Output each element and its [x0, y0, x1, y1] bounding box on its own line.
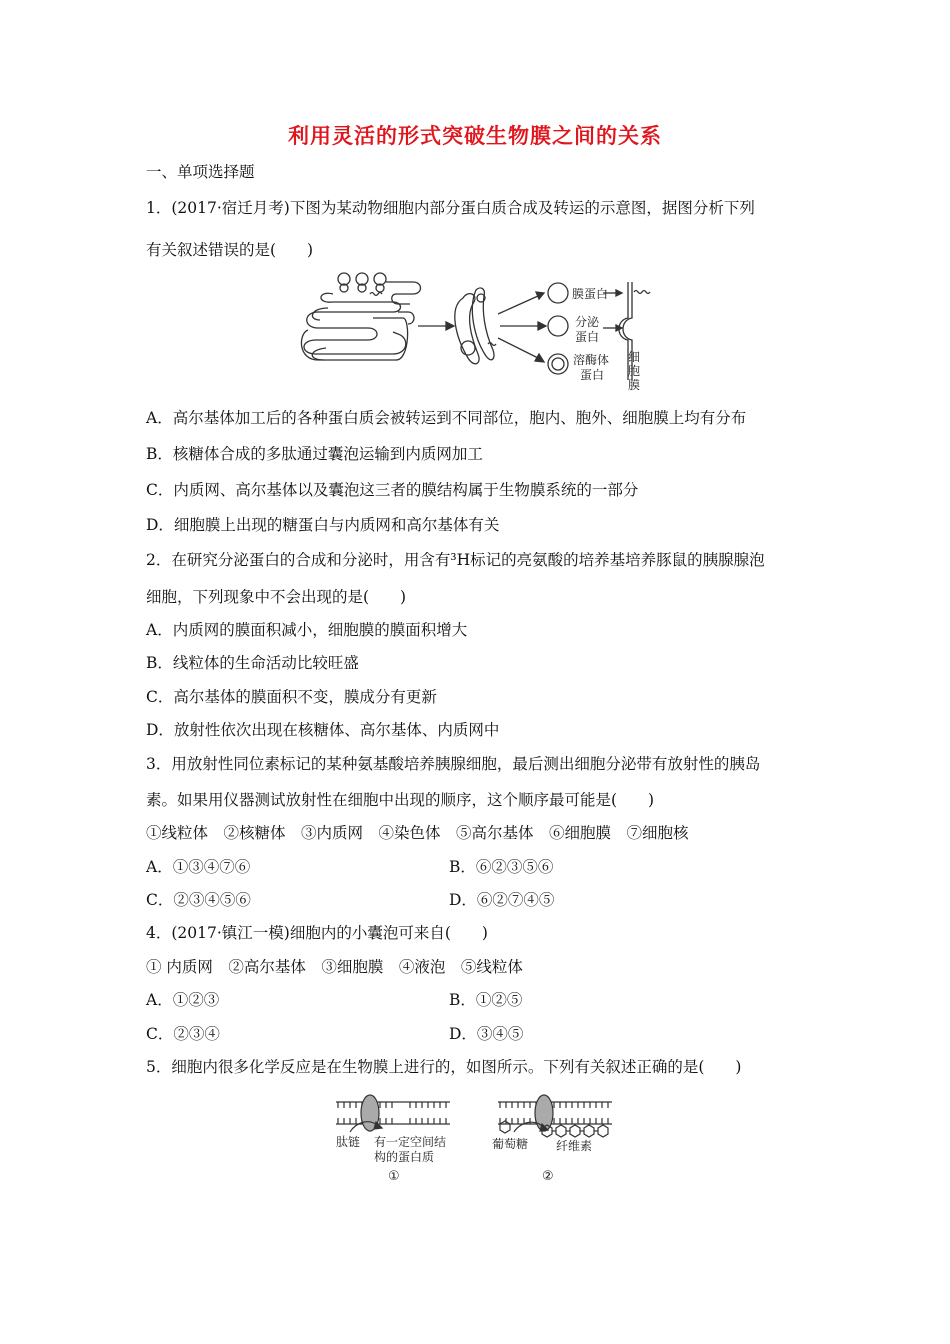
q4-items: ① 内质网 ②高尔基体 ③细胞膜 ④液泡 ⑤线粒体	[146, 958, 523, 976]
q1-option-d: D．细胞膜上出现的糖蛋白与内质网和高尔基体有关	[146, 516, 500, 534]
label-lysosome-1: 溶酶体	[573, 353, 610, 367]
fig2-left-label: 葡萄糖	[492, 1137, 529, 1151]
q1-protein-transport-figure	[298, 268, 660, 396]
fig1-left-label: 肽链	[336, 1135, 361, 1149]
q2-stem-line1: 2．在研究分泌蛋白的合成和分泌时，用含有³H标记的亮氨酸的培养基培养豚鼠的胰腺腺泡	[146, 551, 765, 569]
q2-stem-line2: 细胞，下列现象中不会出现的是( )	[146, 588, 407, 606]
section-heading: 一、单项选择题	[146, 163, 255, 181]
q3-stem-line2: 素。如果用仪器测试放射性在细胞中出现的顺序，这个顺序最可能是( )	[146, 791, 655, 809]
label-secreted-1: 分泌	[575, 315, 600, 329]
label-membrane-protein: 膜蛋白	[572, 287, 609, 301]
page-title: 利用灵活的形式突破生物膜之间的关系	[288, 123, 662, 148]
q1-option-b: B．核糖体合成的多肽通过囊泡运输到内质网加工	[146, 445, 483, 463]
q1-stem-line1: 1．(2017·宿迁月考)下图为某动物细胞内部分蛋白质合成及转运的示意图，据图分析下列	[146, 199, 755, 217]
label-secreted-2: 蛋白	[575, 330, 600, 344]
fig1-right-label-2: 构的蛋白质	[374, 1150, 435, 1164]
q2-option-d: D．放射性依次出现在核糖体、高尔基体、内质网中	[146, 721, 500, 739]
fig2-right-label: 纤维素	[556, 1139, 593, 1153]
q3-option-b: B．⑥②③⑤⑥	[449, 858, 554, 876]
fig1-number: ①	[388, 1169, 400, 1184]
q1-option-c: C．内质网、高尔基体以及囊泡这三者的膜结构属于生物膜系统的一部分	[146, 481, 639, 499]
q4-option-c: C．②③④	[146, 1025, 220, 1043]
q2-option-a: A．内质网的膜面积减小，细胞膜的膜面积增大	[146, 621, 468, 639]
q3-option-a: A．①③④⑦⑥	[146, 858, 251, 876]
fig2-number: ②	[542, 1169, 554, 1184]
q4-stem: 4．(2017·镇江一模)细胞内的小囊泡可来自( )	[146, 924, 488, 942]
label-lysosome-2: 蛋白	[580, 368, 605, 382]
label-cell-membrane-3: 膜	[628, 378, 641, 392]
label-cell-membrane-1: 细	[628, 350, 641, 364]
q4-option-a: A．①②③	[146, 991, 220, 1009]
q1-option-a: A．高尔基体加工后的各种蛋白质会被转运到不同部位，胞内、胞外、细胞膜上均有分布	[146, 409, 747, 427]
q3-items: ①线粒体 ②核糖体 ③内质网 ④染色体 ⑤高尔基体 ⑥细胞膜 ⑦细胞核	[146, 824, 689, 842]
q3-option-c: C．②③④⑤⑥	[146, 891, 251, 909]
q4-option-b: B．①②⑤	[449, 991, 523, 1009]
q3-option-d: D．⑥②⑦④⑤	[449, 891, 555, 909]
q4-option-d: D．③④⑤	[449, 1025, 524, 1043]
fig1-right-label-1: 有一定空间结	[374, 1135, 447, 1149]
q1-stem-line2: 有关叙述错误的是( )	[146, 241, 314, 259]
q5-stem: 5．细胞内很多化学反应是在生物膜上进行的，如图所示。下列有关叙述正确的是( )	[146, 1058, 742, 1076]
q5-membrane-figure	[330, 1088, 630, 1188]
label-cell-membrane-2: 胞	[628, 364, 641, 378]
q2-option-b: B．线粒体的生命活动比较旺盛	[146, 654, 359, 672]
q2-option-c: C．高尔基体的膜面积不变，膜成分有更新	[146, 688, 437, 706]
q3-stem-line1: 3．用放射性同位素标记的某种氨基酸培养胰腺细胞，最后测出细胞分泌带有放射性的胰岛	[146, 755, 761, 773]
